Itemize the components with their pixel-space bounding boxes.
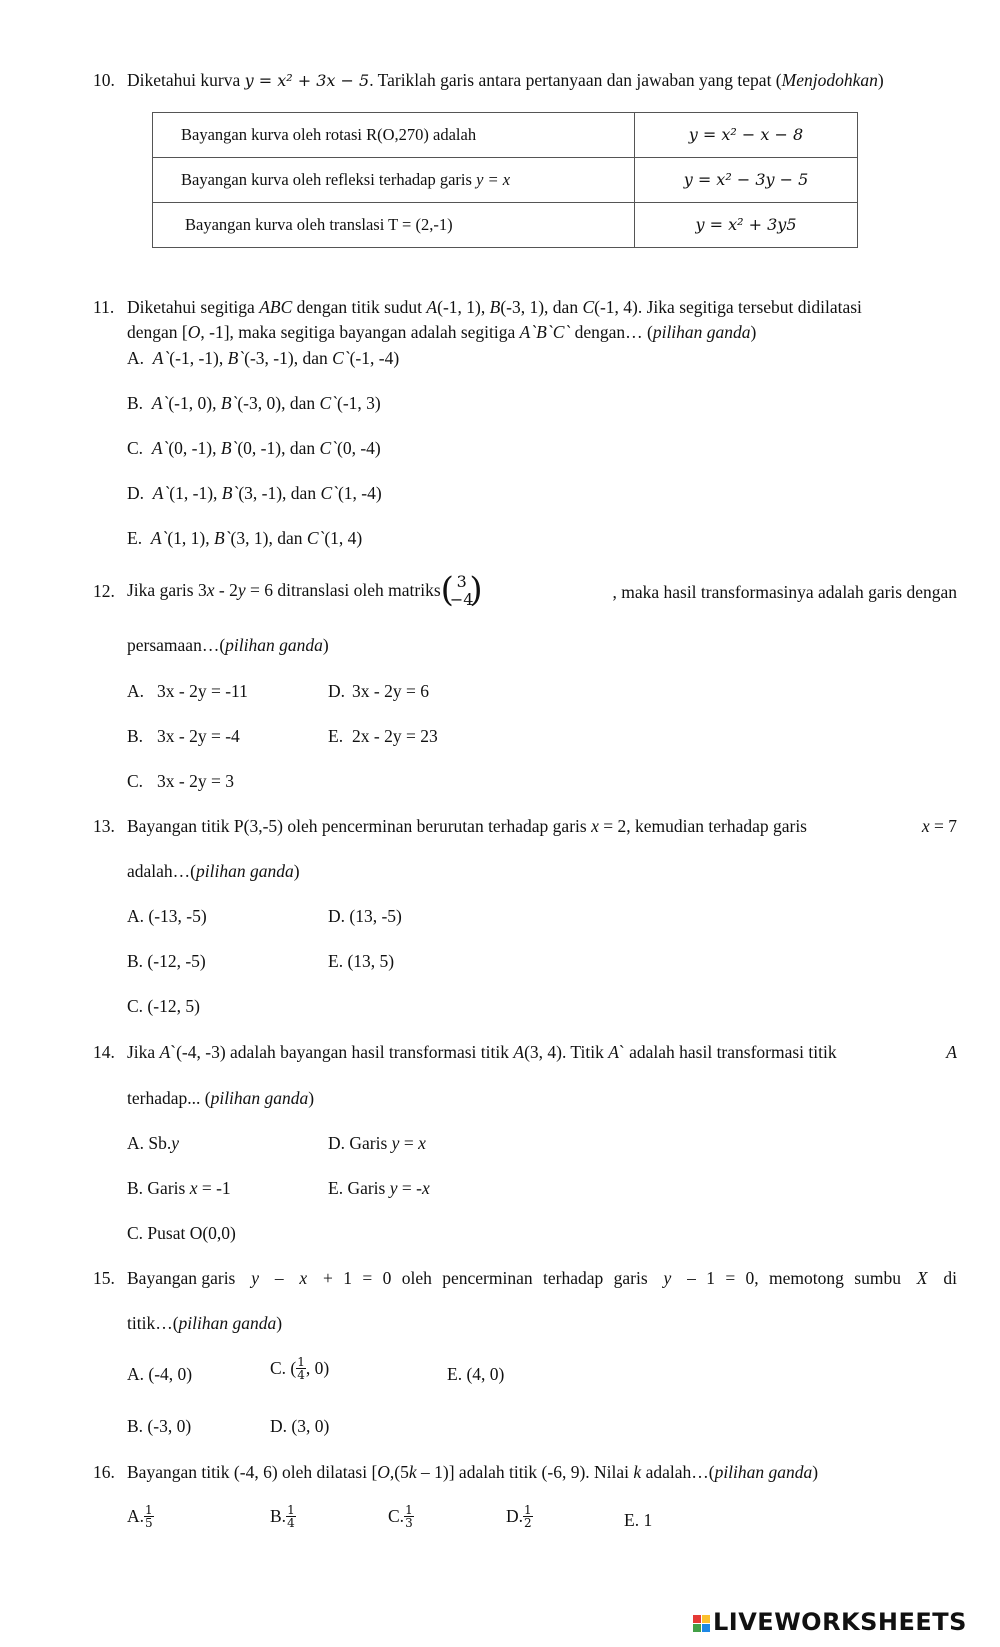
q16-text: – 1)] adalah titik (-6, 9). Nilai — [416, 1462, 634, 1482]
logo-square-green — [693, 1624, 701, 1632]
q15-var: y — [251, 1268, 259, 1288]
q14-opt-text: = - — [397, 1178, 422, 1198]
q14-text: terhadap... ( — [127, 1088, 211, 1108]
q11-var: B` — [220, 438, 238, 458]
q14-opt-var: y — [391, 1133, 400, 1153]
match-right-3-eq: y = x² + 3y5 — [695, 215, 797, 234]
q14-opt-text: D. Garis — [328, 1133, 392, 1153]
q14-opt-var: x — [421, 1178, 430, 1198]
q15-text: + 1 = 0 oleh pencerminan terhadap garis — [323, 1268, 648, 1288]
q15-text: ) — [276, 1313, 283, 1333]
q12-option-e-text[interactable]: 2x - 2y = 23 — [352, 726, 438, 746]
q14-option-c[interactable]: C. Pusat O(0,0) — [127, 1223, 236, 1243]
q12-text-end: , maka hasil transformasinya adalah garis dengan — [612, 581, 957, 602]
question-12-line-2 — [127, 635, 329, 656]
q15-opt-text: , 0) — [305, 1358, 330, 1378]
q15-type: pilihan ganda — [178, 1313, 277, 1333]
q11-var: B — [489, 297, 501, 317]
q14-opt-text: = — [399, 1133, 419, 1153]
option-label: C. — [127, 438, 144, 458]
q11-var: A` — [152, 483, 170, 503]
match-left-2-text: Bayangan kurva oleh refleksi terhadap garis — [181, 170, 477, 189]
q11-type: pilihan ganda — [652, 322, 751, 342]
q11-var: A` — [151, 393, 169, 413]
q11-var: B` — [227, 348, 245, 368]
q15-option-b[interactable]: B. (-3, 0) — [127, 1416, 192, 1436]
q11-opt-text: (1, -4) — [337, 483, 382, 503]
option-label: C. — [388, 1506, 405, 1526]
q11-var: B` — [221, 483, 239, 503]
q15-option-d[interactable]: D. (3, 0) — [270, 1416, 330, 1436]
q11-text: (-1, 4). Jika segitiga tersebut didilatasi — [594, 297, 862, 317]
q14-text: (3, 4). Titik — [524, 1042, 609, 1062]
q11-opt-text: (3, 1), dan — [230, 528, 307, 548]
q16-option-a[interactable] — [127, 1504, 154, 1529]
q16-option-b-fraction — [286, 1504, 296, 1529]
question-14-number: 14. — [93, 1042, 115, 1062]
q13-option-c[interactable]: C. (-12, 5) — [127, 996, 200, 1016]
question-15-line-2 — [127, 1313, 282, 1334]
matrix-right-paren: ) — [469, 570, 483, 610]
q14-option-d[interactable] — [328, 1133, 426, 1154]
q12-text: Jika garis 3 — [127, 580, 207, 601]
q11-text: ) — [750, 322, 757, 342]
question-14-line-2 — [127, 1088, 314, 1109]
q14-opt-text: = -1 — [197, 1178, 231, 1198]
q12-text: = 6 ditranslasi oleh matriks — [245, 580, 441, 601]
q15-text: Bayangan garis — [127, 1268, 236, 1288]
q11-text: (-3, 1), dan — [500, 297, 583, 317]
q14-opt-text: E. Garis — [328, 1178, 390, 1198]
q16-text: Bayangan titik (-4, 6) oleh dilatasi [ — [127, 1462, 378, 1482]
q10-type: Menjodohkan — [781, 70, 878, 90]
q11-var: C` — [320, 483, 338, 503]
q15-option-c-fraction — [296, 1356, 306, 1381]
q16-var: k — [633, 1462, 642, 1482]
q11-option-d[interactable] — [127, 483, 382, 504]
q11-var: B` — [214, 528, 231, 548]
q14-var: A — [608, 1042, 619, 1062]
q14-var: A — [946, 1042, 957, 1062]
q16-option-c-fraction — [404, 1504, 414, 1529]
q16-option-e[interactable]: E. 1 — [624, 1510, 653, 1530]
q13-tail — [922, 816, 957, 837]
logo-square-yellow — [702, 1615, 710, 1623]
q11-opt-text: (-3, -1), dan — [244, 348, 333, 368]
q16-text: ,(5 — [389, 1462, 409, 1482]
q14-option-e[interactable] — [328, 1178, 430, 1199]
q14-text: Jika — [127, 1042, 160, 1062]
match-left-2[interactable] — [153, 158, 635, 203]
fraction-denominator: 5 — [145, 1516, 153, 1530]
q12-text: ) — [322, 635, 329, 655]
q14-var: A — [159, 1042, 171, 1062]
matrix-top: 3 — [456, 572, 467, 591]
option-label: A. — [127, 348, 145, 368]
q13-lead — [127, 816, 807, 837]
q12-option-b-text[interactable]: 3x - 2y = -4 — [157, 726, 240, 746]
q11-var: C` — [319, 438, 337, 458]
question-10-number: 10. — [93, 70, 115, 90]
q11-var: A` — [151, 438, 169, 458]
question-11-line-1 — [127, 297, 862, 318]
question-12-line-1 — [127, 570, 957, 611]
q11-text: dengan titik sudut — [292, 297, 427, 317]
table-row — [153, 203, 858, 248]
q16-text: adalah…( — [641, 1462, 715, 1482]
q10-text-c: ) — [877, 70, 884, 90]
fraction-denominator: 2 — [524, 1516, 532, 1530]
q14-lead — [127, 1042, 837, 1063]
q12-option-e[interactable]: E. — [328, 726, 344, 746]
q13-text: adalah…( — [127, 861, 196, 881]
q15-var: x — [299, 1268, 308, 1288]
q16-text: ) — [812, 1462, 819, 1482]
q13-text: = 2, kemudian terhadap garis — [598, 816, 807, 836]
q11-text: , -1], maka segitiga bayangan adalah segitiga — [200, 322, 520, 342]
q11-opt-text: (1, 1), — [167, 528, 215, 548]
matching-table — [152, 112, 858, 248]
q13-text: = 7 — [929, 816, 957, 836]
q16-option-d[interactable] — [506, 1504, 533, 1529]
fraction-denominator: 4 — [287, 1516, 295, 1530]
match-left-2-var: y = x — [476, 170, 511, 189]
question-10-text — [127, 70, 884, 91]
q11-var: A` — [152, 348, 170, 368]
q10-text-b: . Tariklah garis antara pertanyaan dan jawaban yang tepat ( — [369, 70, 782, 90]
liveworksheets-logo — [693, 1608, 967, 1636]
question-12-number: 12. — [93, 581, 115, 601]
q12-option-b[interactable]: B. — [127, 726, 144, 746]
q12-text: - 2 — [214, 580, 238, 601]
q16-option-b[interactable] — [270, 1504, 296, 1529]
q14-type: pilihan ganda — [210, 1088, 309, 1108]
q14-option-a[interactable] — [127, 1133, 179, 1154]
q14-opt-text: B. Garis — [127, 1178, 190, 1198]
matrix-left-paren: ( — [440, 570, 454, 610]
match-left-3[interactable]: Bayangan kurva oleh translasi T = (2,-1) — [153, 203, 635, 248]
q11-opt-text: (0, -1), dan — [237, 438, 320, 458]
option-label: B. — [270, 1506, 287, 1526]
q15-text: – — [274, 1268, 284, 1288]
q10-curve-equation: y = x² + 3x − 5 — [244, 71, 370, 90]
matrix-bottom: −4 — [449, 590, 474, 609]
logo-square-red — [693, 1615, 701, 1623]
fraction-denominator: 4 — [297, 1368, 305, 1382]
question-11-line-2 — [127, 322, 756, 343]
question-14-line-1 — [127, 1042, 957, 1063]
q11-opt-text: (-1, 0), — [168, 393, 221, 413]
q15-option-e[interactable]: E. (4, 0) — [447, 1364, 505, 1384]
translation-matrix — [440, 570, 483, 611]
question-11-number: 11. — [93, 297, 115, 317]
q13-option-d[interactable]: D. (13, -5) — [328, 906, 402, 926]
match-right-2[interactable] — [635, 158, 858, 203]
match-right-2-eq: y = x² − 3y − 5 — [683, 170, 809, 189]
match-right-3[interactable] — [635, 203, 858, 248]
fraction-numerator: 1 — [297, 1355, 305, 1369]
fraction-numerator: 1 — [405, 1503, 413, 1517]
option-label: B. — [127, 393, 144, 413]
q14-option-b[interactable] — [127, 1178, 231, 1199]
q11-option-e[interactable] — [127, 528, 362, 549]
q16-option-c[interactable] — [388, 1504, 414, 1529]
q16-option-d-fraction — [523, 1504, 533, 1529]
q12-option-a[interactable]: A. — [127, 681, 145, 701]
q15-option-a[interactable]: A. (-4, 0) — [127, 1364, 193, 1384]
question-16-number: 16. — [93, 1462, 115, 1482]
q11-opt-text: (-1, -4) — [349, 348, 400, 368]
fraction-numerator: 1 — [145, 1503, 153, 1517]
q15-text: – 1 = 0, memotong sumbu — [687, 1268, 901, 1288]
q11-var: C` — [332, 348, 350, 368]
q13-text: ) — [293, 861, 300, 881]
q11-var: A — [426, 297, 438, 317]
question-15-number: 15. — [93, 1268, 115, 1288]
match-right-1-eq: y = x² − x − 8 — [688, 125, 804, 144]
question-13-number: 13. — [93, 816, 115, 836]
q14-opt-var: y — [389, 1178, 398, 1198]
q13-text: Bayangan titik P(3,-5) oleh pencerminan berurutan terhadap garis — [127, 816, 592, 836]
q12-option-c[interactable]: C. — [127, 771, 144, 791]
q14-text: `(-4, -3) adalah bayangan hasil transformasi titik — [170, 1042, 514, 1062]
q11-text: dengan… ( — [570, 322, 653, 342]
q11-var: A`B`C` — [519, 322, 571, 342]
option-label: D. — [127, 483, 145, 503]
q15-opt-text: C. ( — [270, 1358, 297, 1378]
q11-var: A` — [150, 528, 168, 548]
q11-text: Diketahui segitiga — [127, 297, 260, 317]
q11-var: C` — [319, 393, 337, 413]
q13-type: pilihan ganda — [196, 861, 294, 881]
q13-var: x — [921, 816, 930, 836]
q12-lead — [127, 570, 483, 611]
q11-var: C` — [306, 528, 325, 548]
q15-var: y — [663, 1268, 672, 1288]
q11-option-b[interactable] — [127, 393, 381, 414]
q11-option-a[interactable] — [127, 348, 399, 369]
q12-option-c-text[interactable]: 3x - 2y = 3 — [157, 771, 234, 791]
q11-var: ABC — [259, 297, 293, 317]
q12-type: pilihan ganda — [225, 635, 323, 655]
q11-var: B` — [220, 393, 238, 413]
q11-opt-text: (1, 4) — [324, 528, 363, 548]
q15-text: di — [943, 1268, 957, 1288]
q11-option-c[interactable] — [127, 438, 381, 459]
question-16-line-1 — [127, 1462, 818, 1483]
q16-type: pilihan ganda — [714, 1462, 813, 1482]
question-15-line-1 — [127, 1268, 957, 1289]
fraction-numerator: 1 — [524, 1503, 532, 1517]
q13-option-a[interactable]: A. (-13, -5) — [127, 906, 207, 926]
logo-text: LIVEWORKSHEETS — [713, 1608, 967, 1636]
q11-opt-text: (-1, -1), — [169, 348, 228, 368]
match-left-1[interactable]: Bayangan kurva oleh rotasi R(O,270) adalah — [153, 113, 635, 158]
question-13-line-1 — [127, 816, 957, 837]
q14-var: A — [513, 1042, 525, 1062]
fraction-numerator: 1 — [287, 1503, 295, 1517]
q15-text: titik…( — [127, 1313, 179, 1333]
q14-opt-var: x — [418, 1133, 426, 1153]
table-row — [153, 158, 858, 203]
q11-opt-text: (0, -4) — [337, 438, 381, 458]
q16-var: k — [408, 1462, 417, 1482]
q11-opt-text: (0, -1), — [168, 438, 221, 458]
q13-option-e[interactable]: E. (13, 5) — [328, 951, 395, 971]
q15-option-c[interactable] — [270, 1356, 329, 1381]
fraction-denominator: 3 — [405, 1516, 413, 1530]
option-label: E. — [127, 528, 143, 548]
q14-text: ` adalah hasil transformasi titik — [618, 1042, 837, 1062]
q11-opt-text: (3, -1), dan — [238, 483, 321, 503]
q16-option-a-fraction — [144, 1504, 154, 1529]
match-right-1[interactable] — [635, 113, 858, 158]
q14-text: ) — [308, 1088, 315, 1108]
q11-var: O — [187, 322, 201, 342]
q12-var: x — [206, 580, 215, 601]
q13-option-b[interactable]: B. (-12, -5) — [127, 951, 206, 971]
q11-var: C — [582, 297, 595, 317]
q11-text: dengan [ — [127, 322, 188, 342]
q12-var: y — [237, 580, 246, 601]
q13-var: x — [591, 816, 599, 836]
logo-mark-icon — [693, 1615, 710, 1632]
q12-option-d-text[interactable]: 3x - 2y = 6 — [352, 681, 429, 701]
q16-var: O — [377, 1462, 390, 1482]
q11-opt-text: (-3, 0), dan — [237, 393, 320, 413]
q14-opt-var: y — [171, 1133, 180, 1153]
option-label: D. — [506, 1506, 524, 1526]
q12-option-a-text[interactable]: 3x - 2y = -11 — [157, 681, 248, 701]
q12-option-d[interactable]: D. — [328, 681, 346, 701]
q11-text: (-1, 1), — [437, 297, 490, 317]
table-row — [153, 113, 858, 158]
q10-text-a: Diketahui kurva — [127, 70, 245, 90]
q11-opt-text: (-1, 3) — [337, 393, 381, 413]
q14-opt-var: x — [189, 1178, 198, 1198]
q14-opt-text: A. Sb. — [127, 1133, 172, 1153]
q12-text: persamaan…( — [127, 635, 226, 655]
question-13-line-2 — [127, 861, 300, 882]
q15-var: X — [916, 1268, 928, 1288]
q11-opt-text: (1, -1), — [169, 483, 222, 503]
option-label: A. — [127, 1506, 145, 1526]
logo-square-blue — [702, 1624, 710, 1632]
